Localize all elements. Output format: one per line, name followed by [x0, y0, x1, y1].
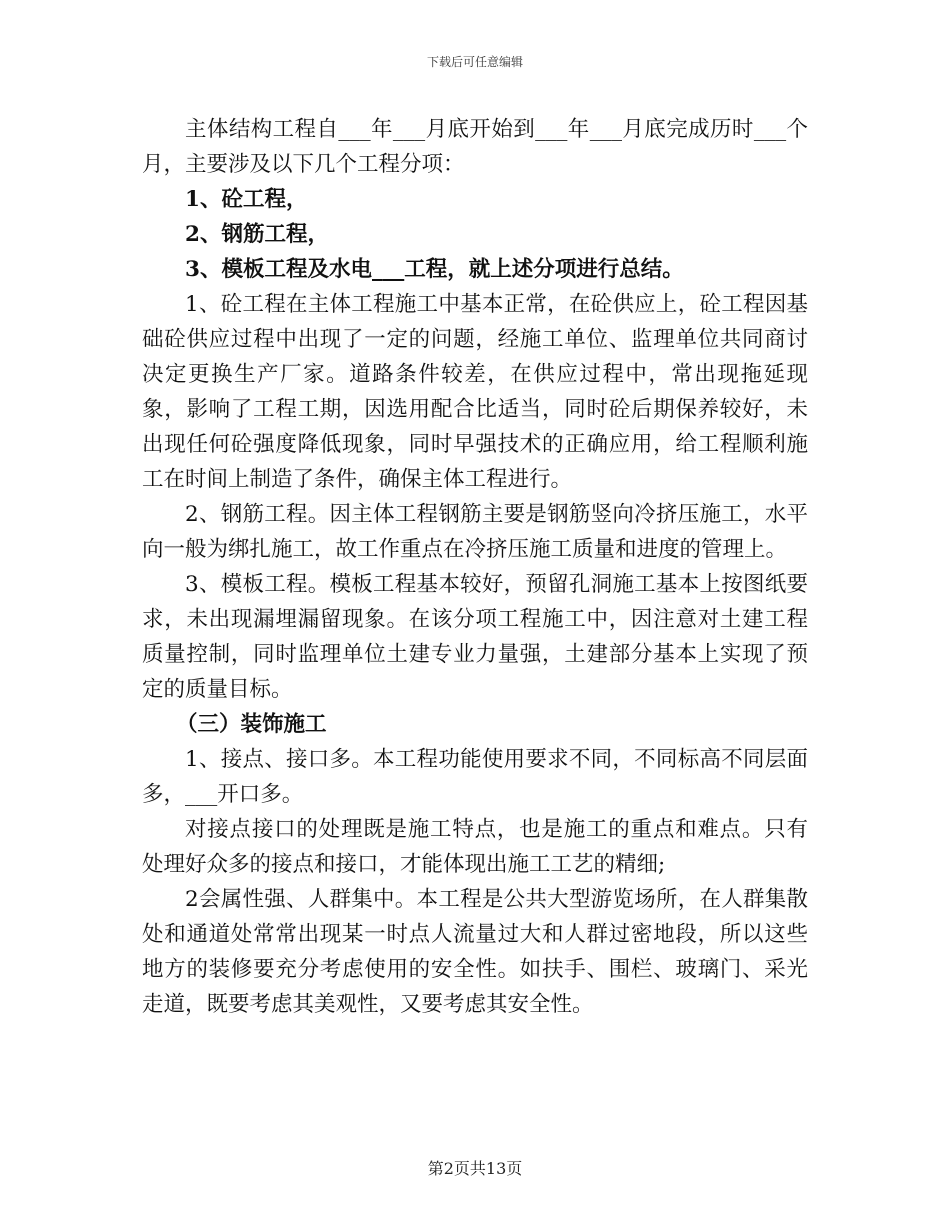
paragraph-crowd-safety: 2会属性强、人群集中。本工程是公共大型游览场所，在人群集散处和通道处常常出现某一时点人流量过大和人群过密地段，所以这些地方的装修要充分考虑使用的安全性。如扶手、围栏、玻璃门、采光走道，既要考虑其美观性，又要考虑其安全性。	[142, 887, 808, 1017]
paragraph-formwork: 3、模板工程。模板工程基本较好，预留孔洞施工基本上按图纸要求，未出现漏埋漏留现象。在该分项工程施工中，因注意对土建工程质量控制，同时监理单位土建专业力量强，土建部分基本上实现了预定的质量目标。	[142, 572, 808, 702]
page-header-note: 下载后可任意编辑	[426, 55, 523, 69]
page-number: 第2页共13页	[427, 1159, 523, 1178]
list-item-concrete: 1、砼工程，	[185, 187, 308, 212]
paragraph-rebar: 2、钢筋工程。因主体工程钢筋主要是钢筋竖向冷挤压施工，水平向一般为绑扎施工，故工作重点在冷挤压施工质量和进度的管理上。	[142, 502, 808, 562]
section-title-decoration: （三）装饰施工	[176, 712, 327, 737]
paragraph-joint-handling: 对接点接口的处理既是施工特点，也是施工的重点和难点。只有处理好众多的接点和接口，才能体现出施工工艺的精细;	[142, 817, 808, 877]
paragraph-concrete: 1、砼工程在主体工程施工中基本正常，在砼供应上，砼工程因基础砼供应过程中出现了一定的问题，经施工单位、监理单位共同商讨决定更换生产厂家。道路条件较差，在供应过程中，常出现拖延现象，影响了工程工期，因选用配合比适当，同时砼后期保养较好，未出现任何砼强度降低现象，同时早强技术的正确应用，给工程顺利施工在时间上制造了条件，确保主体工程进行。	[142, 292, 808, 492]
paragraph-intro: 主体结构工程自___年___月底开始到___年___月底完成历时___个月，主要涉及以下几个工程分项：	[142, 117, 808, 177]
document-body	[142, 112, 808, 1022]
list-item-formwork: 3、模板工程及水电___工程，就上述分项进行总结。	[185, 257, 684, 282]
paragraph-joints: 1、接点、接口多。本工程功能使用要求不同，不同标高不同层面多，___开口多。	[142, 747, 808, 807]
list-item-rebar: 2、钢筋工程，	[185, 222, 329, 247]
